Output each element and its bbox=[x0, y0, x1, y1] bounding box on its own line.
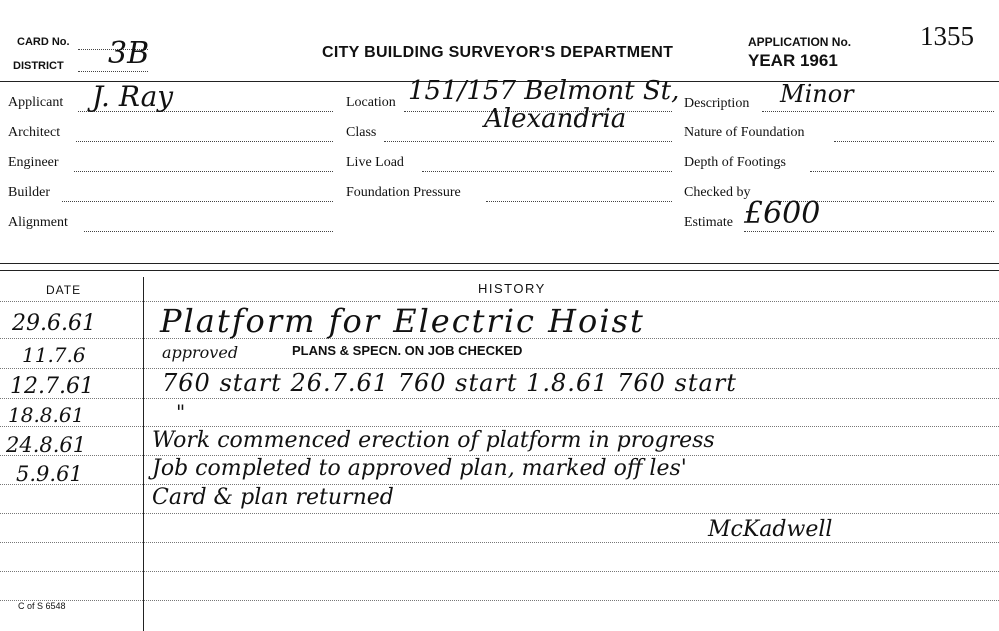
history-entry: 760 start 26.7.61 760 start 1.8.61 760 start bbox=[162, 369, 737, 397]
class-line bbox=[384, 141, 672, 142]
date-column-divider bbox=[143, 277, 144, 631]
card-no-label: CARD No. bbox=[17, 36, 70, 48]
architect-line bbox=[76, 141, 333, 142]
location-value-2: Alexandria bbox=[484, 104, 627, 134]
depth-of-footings-label: Depth of Footings bbox=[684, 155, 786, 170]
engineer-line bbox=[74, 171, 333, 172]
history-entry-hand: approved bbox=[162, 343, 239, 362]
history-rule bbox=[0, 542, 999, 543]
date-column-header: DATE bbox=[46, 283, 82, 297]
district-line bbox=[78, 71, 148, 72]
form-code: C of S 6548 bbox=[18, 601, 66, 611]
history-entry: " bbox=[176, 400, 186, 424]
history-date: 11.7.6 bbox=[22, 343, 86, 367]
alignment-label: Alignment bbox=[8, 215, 68, 230]
estimate-label: Estimate bbox=[684, 215, 733, 230]
architect-label: Architect bbox=[8, 125, 61, 140]
department-title: CITY BUILDING SURVEYOR'S DEPARTMENT bbox=[322, 44, 674, 61]
depth-of-footings-line bbox=[810, 171, 994, 172]
engineer-label: Engineer bbox=[8, 155, 59, 170]
class-label: Class bbox=[346, 125, 377, 140]
history-date: 12.7.61 bbox=[10, 374, 94, 399]
application-label: APPLICATION No. bbox=[748, 35, 852, 49]
live-load-label: Live Load bbox=[346, 155, 404, 170]
history-date: 18.8.61 bbox=[8, 403, 85, 427]
description-value: Minor bbox=[780, 80, 854, 108]
history-date: 5.9.61 bbox=[16, 462, 83, 486]
history-column-header: HISTORY bbox=[478, 281, 546, 296]
foundation-pressure-label: Foundation Pressure bbox=[346, 185, 461, 200]
history-rule bbox=[0, 600, 999, 601]
estimate-value: £600 bbox=[744, 196, 821, 231]
description-label: Description bbox=[684, 96, 750, 111]
history-entry: Work commenced erection of platform in progress bbox=[152, 428, 715, 453]
district-value: 3B bbox=[108, 36, 150, 71]
history-rule bbox=[0, 398, 999, 399]
history-rule bbox=[0, 513, 999, 514]
history-entry: Card & plan returned bbox=[152, 485, 394, 510]
history-entry: Platform for Electric Hoist bbox=[160, 302, 645, 340]
history-second-rule bbox=[0, 270, 999, 271]
foundation-pressure-line bbox=[486, 201, 672, 202]
builder-line bbox=[62, 201, 333, 202]
applicant-label: Applicant bbox=[8, 95, 64, 110]
history-rule bbox=[0, 426, 999, 427]
history-date: 29.6.61 bbox=[12, 311, 96, 336]
location-value: 151/157 Belmont St, bbox=[408, 76, 680, 106]
signature: McKadwell bbox=[708, 517, 833, 542]
alignment-line bbox=[84, 231, 333, 232]
history-rule bbox=[0, 571, 999, 572]
history-rule bbox=[0, 484, 999, 485]
location-label: Location bbox=[346, 95, 396, 110]
nature-of-foundation-label: Nature of Foundation bbox=[684, 125, 805, 140]
history-date: 24.8.61 bbox=[6, 433, 87, 457]
history-entry-stamp: PLANS & SPECN. ON JOB CHECKED bbox=[292, 343, 523, 358]
district-label: DISTRICT bbox=[13, 60, 64, 72]
estimate-line bbox=[744, 231, 994, 232]
applicant-value: J. Ray bbox=[92, 80, 174, 113]
checked-by-label: Checked by bbox=[684, 185, 751, 200]
history-entry: Job completed to approved plan, marked off les' bbox=[152, 456, 687, 481]
application-number: 1355 bbox=[920, 21, 974, 51]
history-top-rule bbox=[0, 263, 999, 264]
description-line bbox=[762, 111, 994, 112]
nature-of-foundation-line bbox=[834, 141, 994, 142]
year-label: YEAR 1961 bbox=[748, 51, 838, 70]
live-load-line bbox=[422, 171, 672, 172]
builder-label: Builder bbox=[8, 185, 50, 200]
